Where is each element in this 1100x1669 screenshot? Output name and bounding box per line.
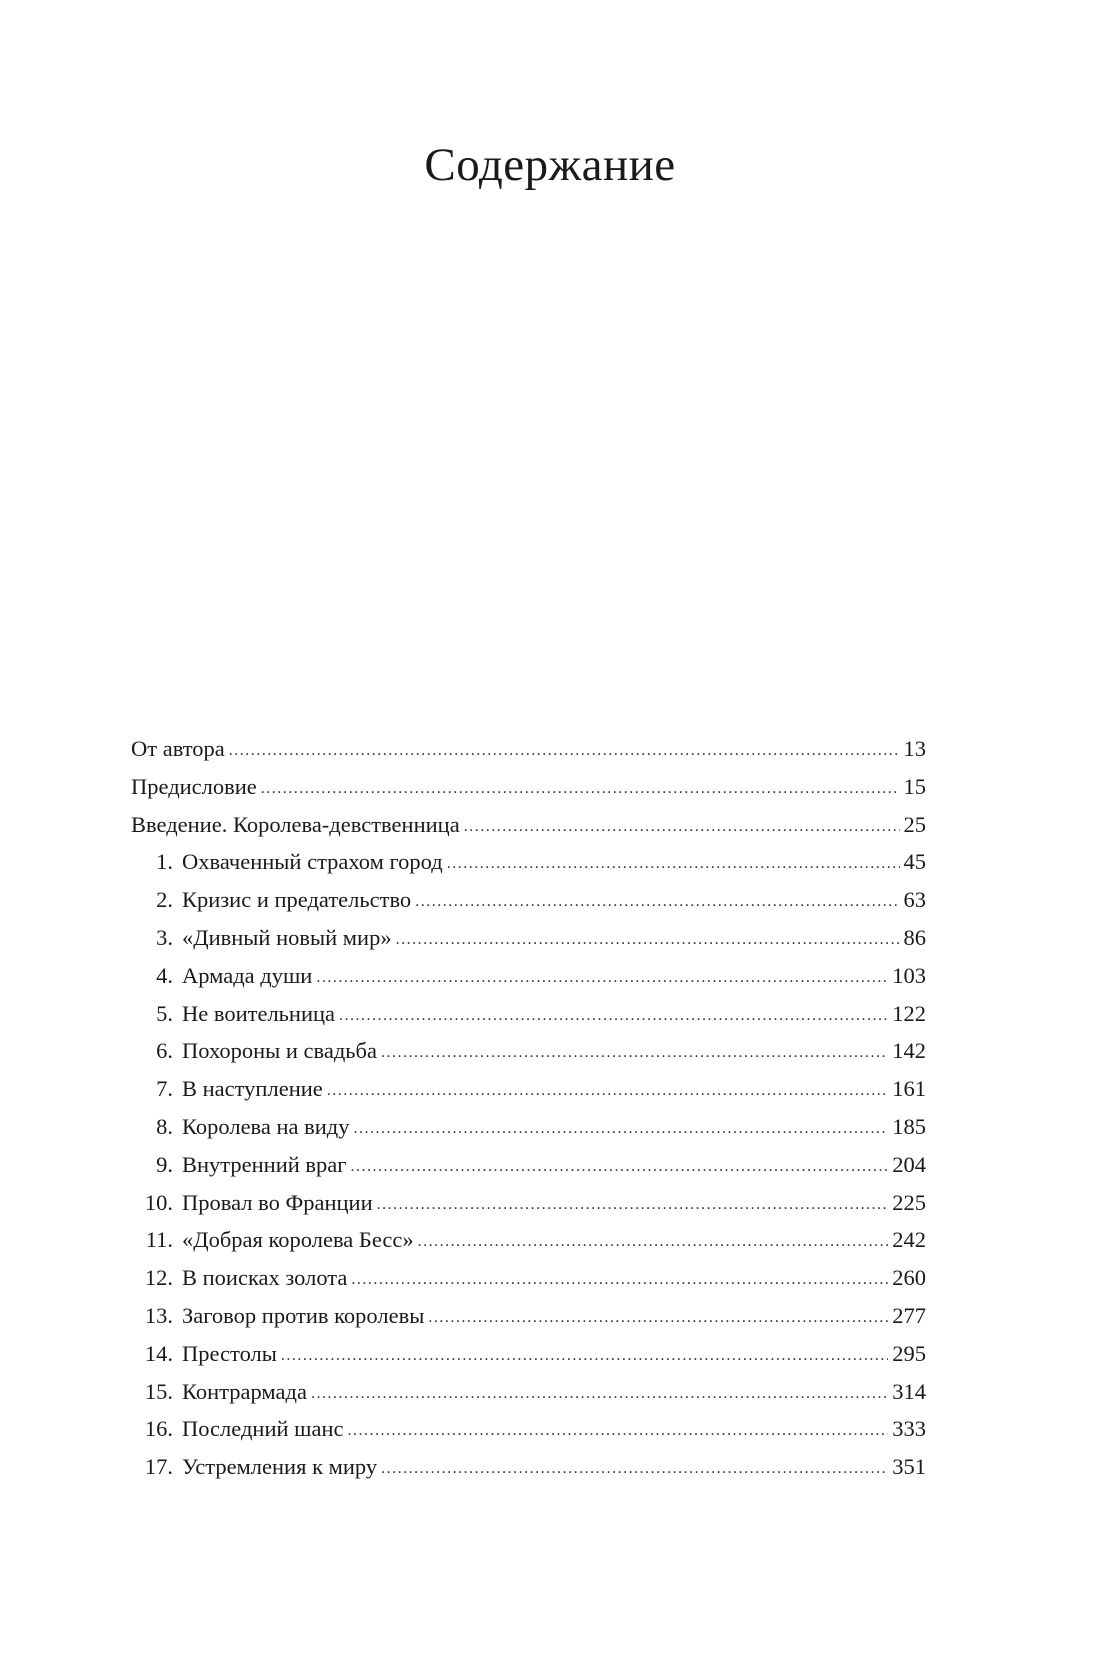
toc-entry-page-number: 15 [903,773,926,799]
toc-entry [131,919,926,957]
toc-entry [131,1221,926,1259]
toc-entry [131,1335,926,1373]
toc-entry-number: 16. [144,1416,173,1442]
toc-entry-title: Охваченный страхом город [182,849,443,875]
toc-entry [131,768,926,806]
toc-entry-page-number: 225 [892,1189,926,1215]
toc-entry-page-number: 63 [903,887,926,913]
toc-entry [131,881,926,919]
toc-entry-title: Провал во Франции [182,1189,373,1215]
toc-entry [131,1259,926,1297]
toc-entry [131,1410,926,1448]
toc-entry-title: Похороны и свадьба [182,1038,377,1064]
toc-entry-number: 10. [144,1189,173,1215]
toc-entry-number: 14. [144,1340,173,1366]
toc-entry-number: 3. [156,924,173,950]
toc-entry-page-number: 204 [892,1151,926,1177]
toc-dot-leader [311,1375,888,1413]
toc-entry [131,806,926,844]
toc-dot-leader [381,1034,888,1072]
toc-entry-page-number: 25 [903,811,926,837]
toc-entry-title: Устремления к миру [182,1454,378,1480]
toc-entry [131,1032,926,1070]
toc-dot-leader [381,1450,888,1488]
toc-dot-leader [327,1072,888,1110]
page-title: Содержание [424,139,676,191]
toc-entry [131,995,926,1033]
toc-dot-leader [418,1223,889,1261]
toc-entry-page-number: 333 [892,1416,926,1442]
toc-entry [131,1070,926,1108]
toc-dot-leader [377,1186,889,1224]
toc-entry-title: Введение. Королева-девственница [131,811,460,837]
toc-entry-number: 1. [156,849,173,875]
toc-entry-page-number: 103 [892,962,926,988]
toc-dot-leader [316,959,888,997]
table-of-contents [131,730,926,1486]
toc-entry-title: От автора [131,736,225,761]
toc-entry-title: Не воительница [182,1000,336,1026]
toc-entry [131,1108,926,1146]
toc-entry-title: Армада души [182,962,313,988]
toc-entry-page-number: 185 [892,1113,926,1139]
toc-entry [131,957,926,995]
toc-entry-page-number: 314 [892,1378,926,1404]
toc-entry-page-number: 161 [892,1076,926,1102]
toc-entry-title: В наступление [182,1076,323,1102]
toc-entry [131,843,926,881]
toc-dot-leader [351,1261,888,1299]
toc-entry-number: 2. [156,887,173,913]
toc-entry-title: Последний шанс [182,1416,344,1442]
toc-entry-page-number: 122 [892,1000,926,1026]
toc-dot-leader [351,1148,889,1186]
toc-entry-number: 12. [144,1265,173,1291]
toc-entry [131,1373,926,1411]
toc-entry-number: 11. [145,1227,173,1253]
toc-entry-page-number: 242 [892,1227,926,1253]
toc-entry-page-number: 45 [903,849,926,875]
toc-entry-title: Престолы [182,1340,277,1366]
toc-entry-page-number: 13 [903,736,926,761]
toc-entry-number: 13. [144,1302,173,1328]
toc-entry-title: Контрармада [182,1378,307,1404]
toc-entry-title: «Дивный новый мир» [182,924,392,950]
toc-entry-page-number: 142 [892,1038,926,1064]
toc-dot-leader [339,997,888,1035]
toc-entry [131,1448,926,1486]
toc-dot-leader [229,732,900,770]
toc-entry-page-number: 277 [892,1302,926,1328]
toc-entry [131,1184,926,1222]
toc-entry-page-number: 351 [892,1454,926,1480]
toc-entry-number: 7. [156,1076,173,1102]
toc-dot-leader [354,1110,889,1148]
toc-entry-page-number: 86 [903,924,926,950]
toc-entry-title: Внутренний враг [182,1151,347,1177]
toc-entry [131,1297,926,1335]
toc-entry-number: 9. [156,1151,173,1177]
toc-entry-page-number: 260 [892,1265,926,1291]
toc-entry-number: 15. [144,1378,173,1404]
toc-dot-leader [396,921,900,959]
toc-entry-number: 6. [156,1038,173,1064]
toc-entry-title: В поисках золота [182,1265,348,1291]
toc-entry [131,1146,926,1184]
toc-dot-leader [464,808,900,846]
toc-entry-title: Кризис и предательство [182,887,412,913]
toc-entry-number: 17. [144,1454,173,1480]
toc-entry-title: Заговор против королевы [182,1302,425,1328]
toc-entry-page-number: 295 [892,1340,926,1366]
toc-dot-leader [261,770,900,808]
toc-entry-title: Королева на виду [182,1113,350,1139]
toc-entry [131,730,926,768]
toc-dot-leader [281,1337,888,1375]
toc-dot-leader [415,883,899,921]
toc-entry-title: «Добрая королева Бесс» [182,1227,414,1253]
toc-dot-leader [348,1412,889,1450]
toc-entry-title: Предисловие [131,773,257,799]
toc-entry-number: 4. [156,962,173,988]
toc-dot-leader [428,1299,888,1337]
toc-dot-leader [447,845,900,883]
toc-entry-number: 8. [156,1113,173,1139]
toc-entry-number: 5. [156,1000,173,1026]
